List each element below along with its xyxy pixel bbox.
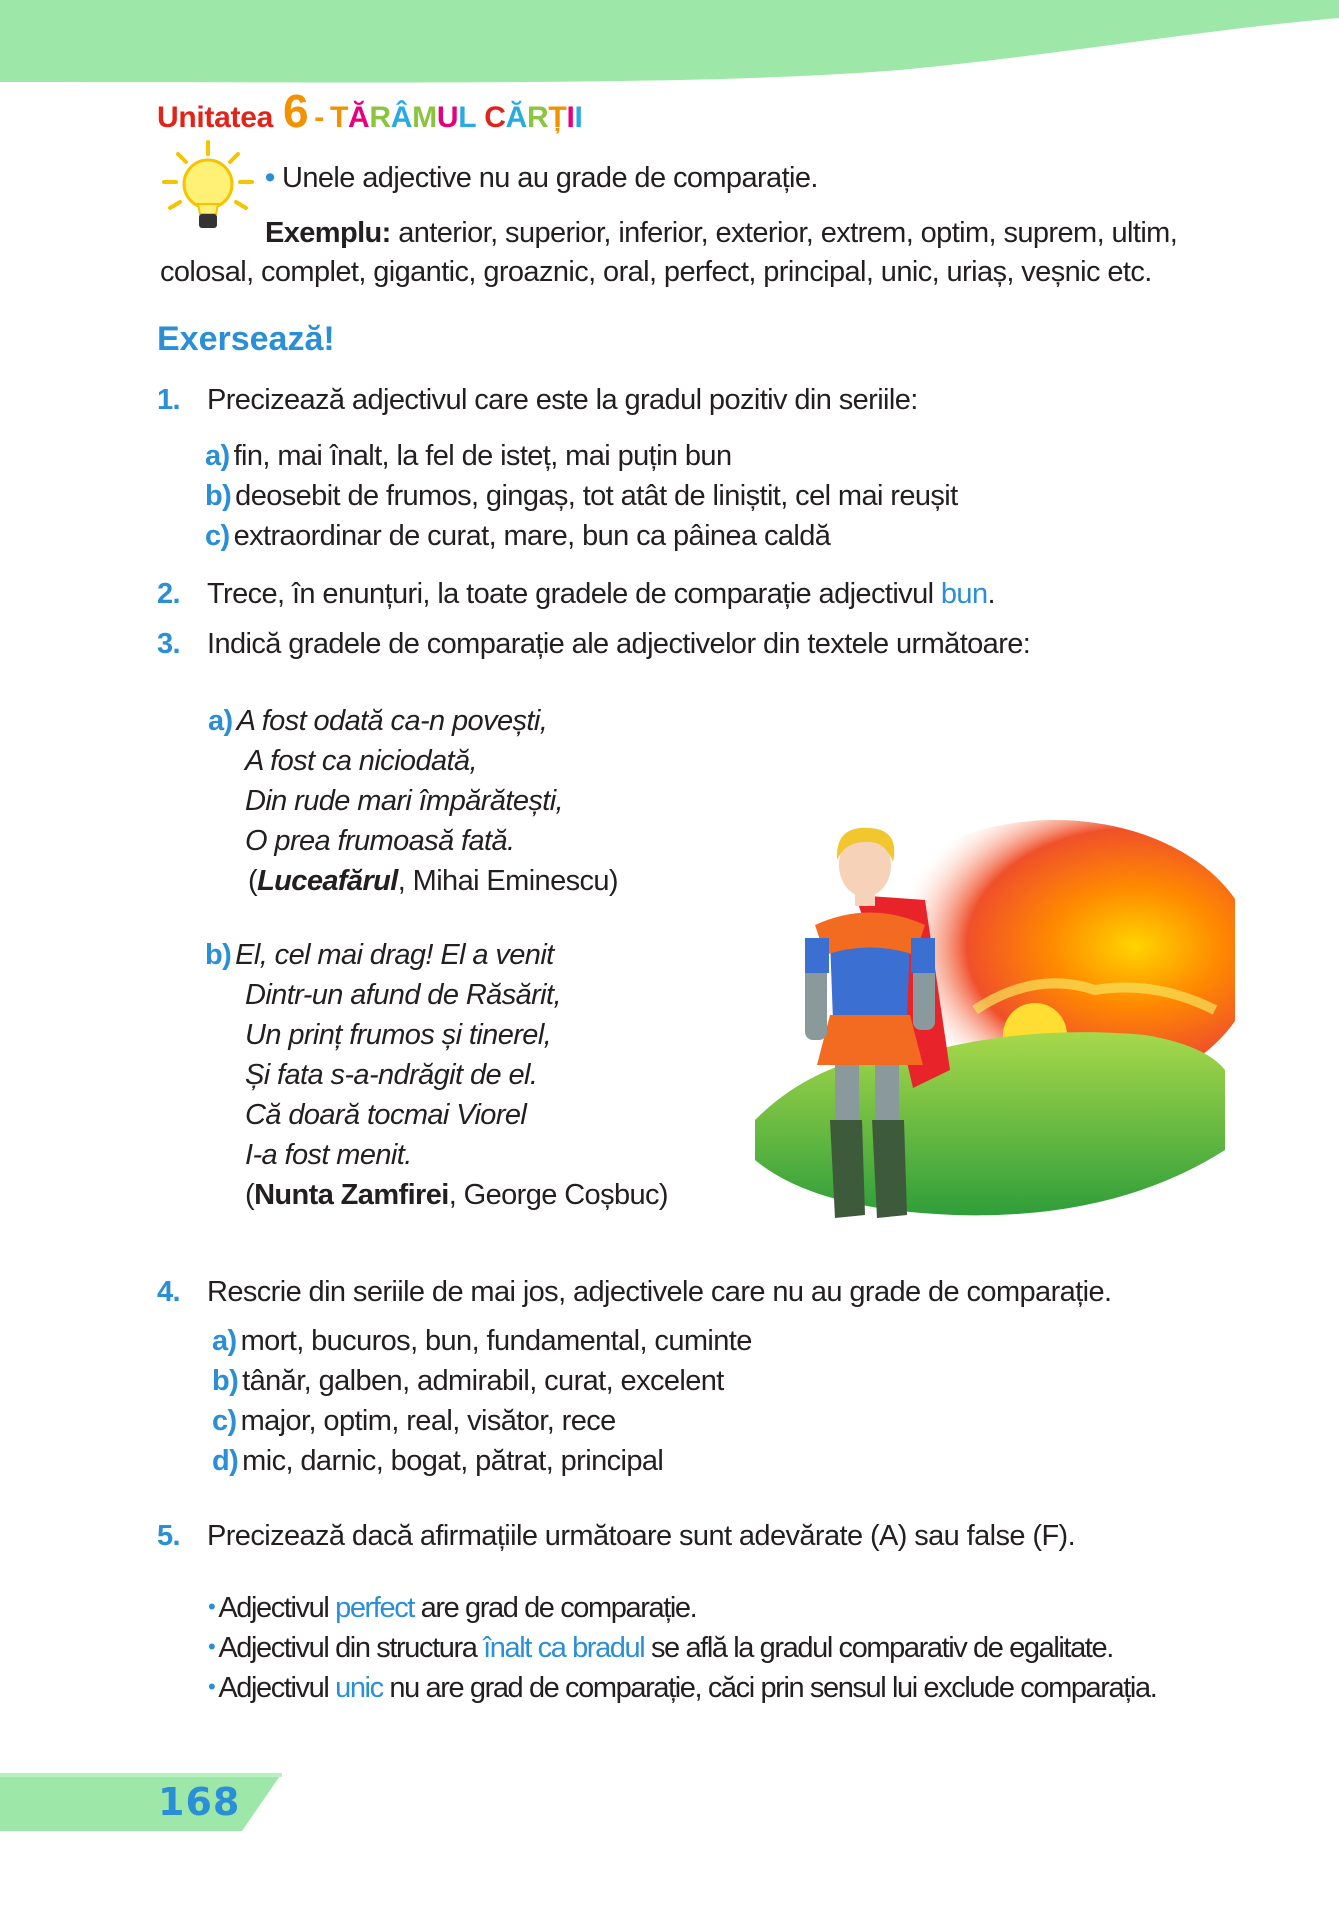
- section-title: Exersează!: [157, 320, 335, 358]
- example-text-1: anterior, superior, inferior, exterior, extrem, optim, suprem, ultim,: [398, 217, 1178, 249]
- statement-text: se află la gradul comparativ de egalitate.: [644, 1632, 1113, 1664]
- poem-b-line-6: I-a fost menit.: [245, 1139, 412, 1171]
- page-number: 168: [158, 1780, 241, 1824]
- exercise-5-prompt: [157, 1517, 1075, 1555]
- lightbulb-icon: [160, 140, 255, 240]
- title-letter: Ț: [548, 101, 567, 134]
- title-letter: Ă: [505, 101, 528, 134]
- statement-3: [208, 1668, 1156, 1707]
- exercise-number: 3.: [157, 628, 180, 660]
- item-text: mic, darnic, bogat, pătrat, principal: [242, 1445, 664, 1477]
- poem-b-line-3: Un prinț frumos și tinerel,: [245, 1019, 552, 1051]
- exercise-2-prompt: [157, 575, 995, 613]
- exercise-1-item-b: [205, 477, 958, 515]
- exercise-4-item-b: [212, 1362, 724, 1400]
- item-label: a): [212, 1325, 237, 1357]
- paren: (: [248, 865, 258, 897]
- poem-line: El, cel mai drag! El a venit: [235, 939, 554, 971]
- highlighted-word: perfect: [335, 1592, 414, 1624]
- paren: (: [245, 1179, 255, 1211]
- statement-text: nu are grad de comparație, căci prin sensul lui exclude comparația.: [382, 1672, 1157, 1704]
- item-label: b): [205, 939, 232, 971]
- title-letter: I: [574, 101, 583, 134]
- exercise-3-prompt: [157, 625, 1030, 663]
- exercise-text: Rescrie din seriile de mai jos, adjectivele care nu au grade de comparație.: [207, 1276, 1112, 1308]
- title-letter: Â: [390, 101, 413, 134]
- statement-text: Adjectivul: [218, 1672, 336, 1704]
- tip-line-1: [265, 159, 818, 197]
- item-label: a): [208, 705, 233, 737]
- title-letter: C: [484, 101, 506, 134]
- poem-b-line-1: [205, 936, 554, 974]
- highlighted-word: înalt ca bradul: [483, 1632, 645, 1664]
- title-letter: R: [527, 101, 549, 134]
- item-label: c): [205, 520, 230, 552]
- exercise-number: 2.: [157, 578, 180, 610]
- exercise-number: 1.: [157, 384, 180, 416]
- title-letter: U: [436, 101, 459, 134]
- prince-illustration: [735, 820, 1235, 1250]
- exercise-text: Precizează dacă afirmațiile următoare sunt adevărate (A) sau false (F).: [207, 1520, 1076, 1552]
- source-title: Luceafărul: [257, 865, 398, 897]
- item-text: extraordinar de curat, mare, bun ca pâinea caldă: [233, 520, 831, 552]
- example-line-2: colosal, complet, gigantic, groaznic, oral, perfect, principal, unic, uriaș, veșnic etc.: [160, 256, 1152, 288]
- exercise-text: Precizează adjectivul care este la gradul pozitiv din seriile:: [207, 384, 918, 416]
- bullet: •: [208, 1594, 215, 1619]
- item-label: d): [212, 1445, 239, 1477]
- exercise-text: Trece, în enunțuri, la toate gradele de comparație adjectivul: [207, 578, 934, 610]
- poem-a-line-4: O prea frumoasă fată.: [245, 825, 515, 857]
- highlighted-word: bun: [940, 578, 988, 610]
- poem-a-source: [248, 862, 618, 900]
- item-text: tânăr, galben, admirabil, curat, excelent: [242, 1365, 724, 1397]
- unit-title: [330, 101, 583, 134]
- poem-line: A fost odată ca-n povești,: [236, 705, 548, 737]
- exercise-1-prompt: [157, 381, 918, 419]
- poem-b-line-5: Că doară tocmai Viorel: [245, 1099, 527, 1131]
- item-text: major, optim, real, visător, rece: [240, 1405, 616, 1437]
- exercise-number: 5.: [157, 1520, 180, 1552]
- tip-bullet: •: [265, 162, 275, 194]
- title-letter: R: [369, 101, 391, 134]
- source-author: , Mihai Eminescu): [397, 865, 618, 897]
- exercise-1-item-c: [205, 517, 830, 555]
- footer-band: [0, 1773, 290, 1831]
- title-letter: L: [458, 101, 477, 134]
- statement-text: are grad de comparație.: [413, 1592, 697, 1624]
- statement-text: Adjectivul: [218, 1592, 336, 1624]
- title-letter: M: [412, 101, 437, 134]
- item-label: a): [205, 440, 230, 472]
- poem-a-line-2: A fost ca niciodată,: [245, 745, 477, 777]
- unit-word: Unitatea: [157, 101, 273, 134]
- poem-b-source: [245, 1176, 668, 1214]
- header-dash: -: [314, 101, 324, 134]
- example-label: Exemplu:: [265, 217, 391, 249]
- source-author: , George Coșbuc): [448, 1179, 668, 1211]
- statement-2: [208, 1628, 1113, 1667]
- title-letter: T: [329, 101, 348, 134]
- title-letter: Ă: [348, 101, 370, 134]
- item-text: fin, mai înalt, la fel de isteț, mai puțin bun: [233, 440, 732, 472]
- exercise-4-item-d: [212, 1442, 663, 1480]
- source-title: Nunta Zamfirei: [254, 1179, 449, 1211]
- title-letter: I: [566, 101, 575, 134]
- exercise-4-prompt: [157, 1273, 1111, 1311]
- item-text: deosebit de frumos, gingaș, tot atât de liniștit, cel mai reușit: [235, 480, 958, 512]
- exercise-text: Indică gradele de comparație ale adjectivelor din textele următoare:: [207, 628, 1031, 660]
- poem-b-line-4: Și fata s-a-ndrăgit de el.: [245, 1059, 538, 1091]
- bullet: •: [208, 1634, 215, 1659]
- example-line-1: [265, 214, 1177, 252]
- sentence-end: .: [987, 578, 995, 610]
- exercise-1-item-a: [205, 437, 732, 475]
- statement-text: Adjectivul din structura: [218, 1632, 484, 1664]
- item-label: c): [212, 1405, 237, 1437]
- unit-number: 6: [282, 85, 309, 137]
- tip-text: Unele adjective nu au grade de comparație.: [282, 162, 818, 194]
- poem-b-line-2: Dintr-un afund de Răsărit,: [245, 979, 561, 1011]
- item-text: mort, bucuros, bun, fundamental, cuminte: [240, 1325, 752, 1357]
- highlighted-word: unic: [335, 1672, 383, 1704]
- bullet: •: [208, 1674, 215, 1699]
- poem-a-line-3: Din rude mari împărătești,: [245, 785, 564, 817]
- item-label: b): [212, 1365, 239, 1397]
- item-label: b): [205, 480, 232, 512]
- statement-1: [208, 1588, 696, 1627]
- unit-header: [157, 84, 583, 138]
- exercise-4-item-a: [212, 1322, 752, 1360]
- exercise-4-item-c: [212, 1402, 616, 1440]
- exercise-number: 4.: [157, 1276, 180, 1308]
- poem-a-line-1: [208, 702, 547, 740]
